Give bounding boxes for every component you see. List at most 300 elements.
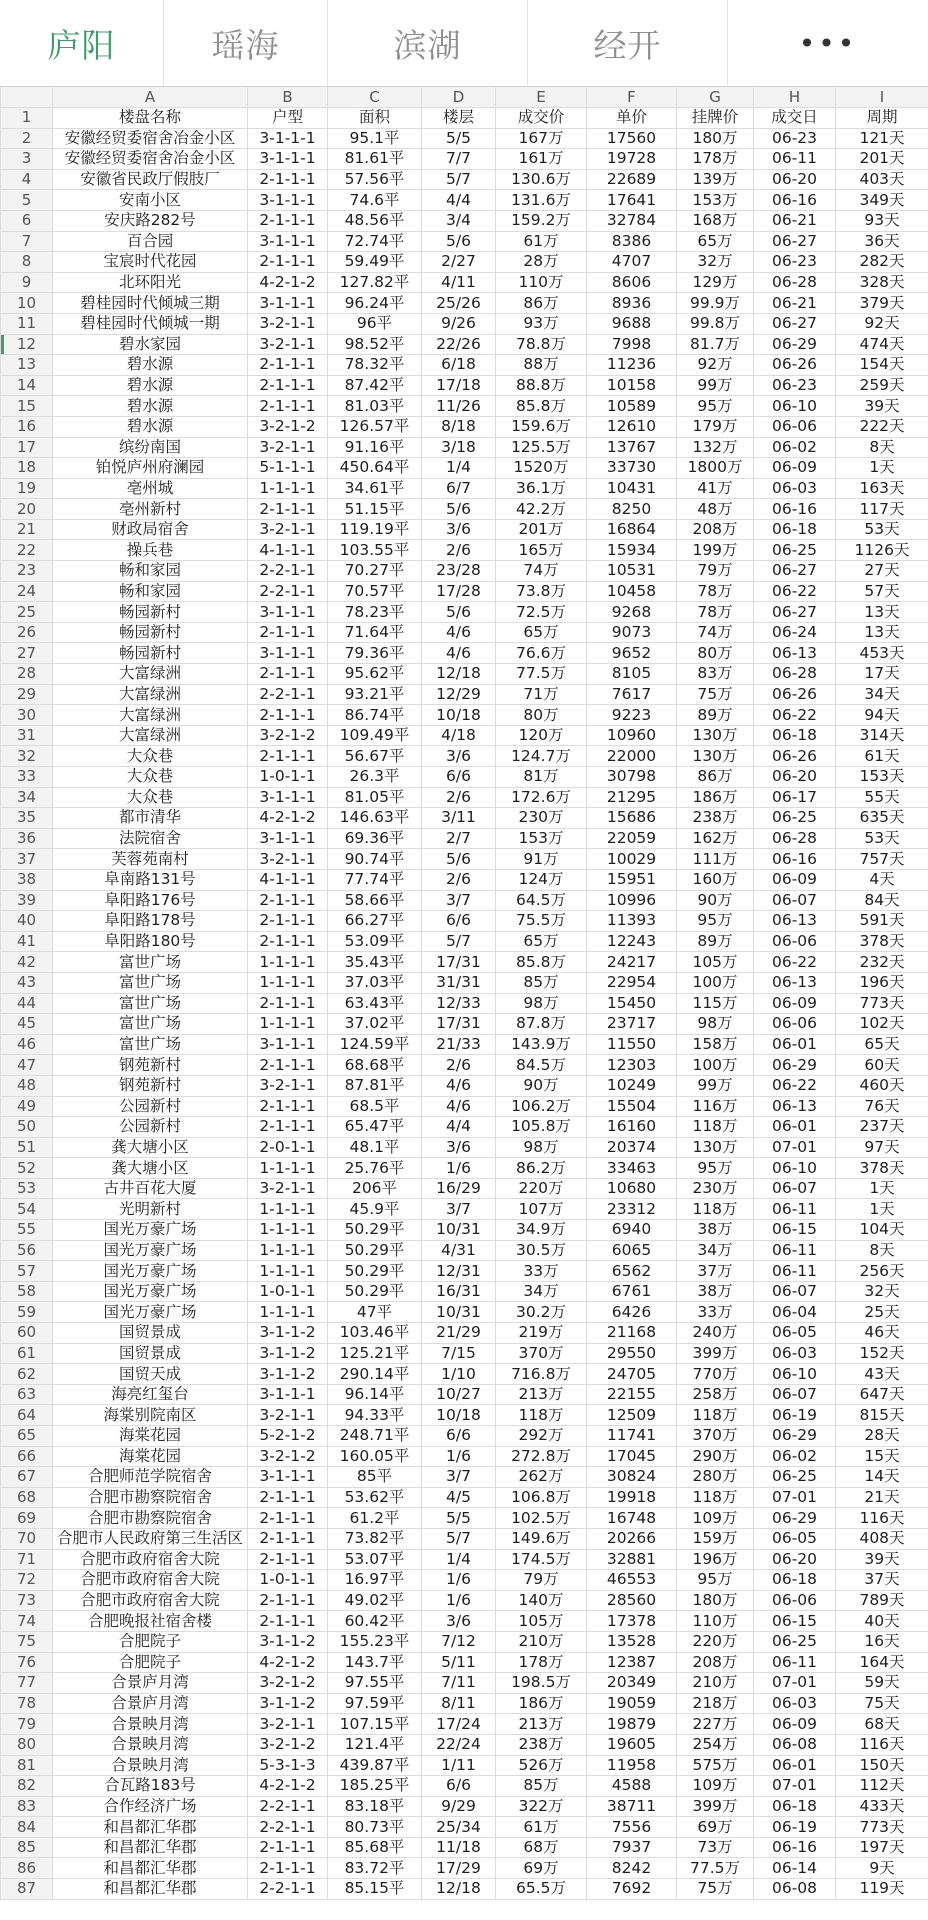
table-cell[interactable]: 3-2-1-1 <box>248 849 328 870</box>
table-cell[interactable]: 合肥市勘察院宿舍 <box>53 1487 248 1508</box>
table-cell[interactable]: 富世广场 <box>53 1014 248 1035</box>
table-cell[interactable]: 93天 <box>836 210 928 231</box>
table-cell[interactable]: 06-22 <box>754 1075 836 1096</box>
table-cell[interactable]: 8/18 <box>422 416 496 437</box>
table-cell[interactable]: 8386 <box>587 231 677 252</box>
table-cell[interactable]: 4588 <box>587 1776 677 1797</box>
table-cell[interactable]: 国光万豪广场 <box>53 1220 248 1241</box>
table-cell[interactable]: 8天 <box>836 1240 928 1261</box>
table-cell[interactable]: 15686 <box>587 808 677 829</box>
table-cell[interactable]: 93万 <box>496 313 587 334</box>
table-cell[interactable]: 10458 <box>587 581 677 602</box>
table-cell[interactable]: 3-1-1-1 <box>248 190 328 211</box>
table-cell[interactable]: 大富绿洲 <box>53 705 248 726</box>
table-cell[interactable]: 91万 <box>496 849 587 870</box>
table-cell[interactable]: 3-2-1-2 <box>248 416 328 437</box>
table-cell[interactable]: 合景映月湾 <box>53 1714 248 1735</box>
table-cell[interactable]: 06-28 <box>754 664 836 685</box>
table-cell[interactable]: 畅园新村 <box>53 602 248 623</box>
table-cell[interactable]: 87.81平 <box>328 1075 422 1096</box>
table-cell[interactable]: 17560 <box>587 128 677 149</box>
table-cell[interactable]: 2-1-1-1 <box>248 1611 328 1632</box>
table-cell[interactable]: 合作经济广场 <box>53 1796 248 1817</box>
table-cell[interactable]: 23312 <box>587 1199 677 1220</box>
table-cell[interactable]: 15天 <box>836 1446 928 1467</box>
table-cell[interactable]: 5/7 <box>422 169 496 190</box>
table-cell[interactable]: 4/6 <box>422 643 496 664</box>
table-cell[interactable]: 290.14平 <box>328 1364 422 1385</box>
table-cell[interactable]: 6562 <box>587 1261 677 1282</box>
table-cell[interactable]: 11393 <box>587 911 677 932</box>
table-cell[interactable]: 4/11 <box>422 272 496 293</box>
table-cell[interactable]: 40天 <box>836 1611 928 1632</box>
header-cell[interactable]: 单价 <box>587 108 677 129</box>
table-cell[interactable]: 89万 <box>677 931 754 952</box>
table-cell[interactable]: 06-28 <box>754 828 836 849</box>
table-cell[interactable]: 06-25 <box>754 808 836 829</box>
table-cell[interactable]: 196万 <box>677 1549 754 1570</box>
row-number[interactable]: 26 <box>1 622 53 643</box>
table-cell[interactable]: 06-26 <box>754 355 836 376</box>
table-cell[interactable]: 古井百花大厦 <box>53 1178 248 1199</box>
table-cell[interactable]: 17045 <box>587 1446 677 1467</box>
table-cell[interactable]: 98万 <box>496 993 587 1014</box>
table-cell[interactable]: 58.66平 <box>328 890 422 911</box>
table-cell[interactable]: 芙蓉苑南村 <box>53 849 248 870</box>
table-cell[interactable]: 98万 <box>677 1014 754 1035</box>
column-header[interactable]: E <box>496 87 587 108</box>
table-cell[interactable]: 16160 <box>587 1117 677 1138</box>
row-number[interactable]: 5 <box>1 190 53 211</box>
table-cell[interactable]: 碧水家园 <box>53 334 248 355</box>
table-cell[interactable]: 22689 <box>587 169 677 190</box>
table-cell[interactable]: 378天 <box>836 931 928 952</box>
table-cell[interactable]: 256天 <box>836 1261 928 1282</box>
table-cell[interactable]: 439.87平 <box>328 1755 422 1776</box>
table-cell[interactable]: 1-0-1-1 <box>248 1281 328 1302</box>
row-number[interactable]: 47 <box>1 1055 53 1076</box>
table-cell[interactable]: 1/10 <box>422 1364 496 1385</box>
table-cell[interactable]: 85.15平 <box>328 1879 422 1900</box>
table-cell[interactable]: 773天 <box>836 993 928 1014</box>
table-cell[interactable]: 21/33 <box>422 1034 496 1055</box>
table-cell[interactable]: 06-22 <box>754 581 836 602</box>
table-cell[interactable]: 铂悦庐州府澜园 <box>53 458 248 479</box>
table-cell[interactable]: 06-29 <box>754 1055 836 1076</box>
table-cell[interactable]: 3-1-1-2 <box>248 1343 328 1364</box>
row-number[interactable]: 80 <box>1 1734 53 1755</box>
row-number[interactable]: 67 <box>1 1467 53 1488</box>
table-cell[interactable]: 16748 <box>587 1508 677 1529</box>
table-cell[interactable]: 46553 <box>587 1570 677 1591</box>
table-cell[interactable]: 78.8万 <box>496 334 587 355</box>
table-cell[interactable]: 65万 <box>677 231 754 252</box>
table-cell[interactable]: 6065 <box>587 1240 677 1261</box>
table-cell[interactable]: 07-01 <box>754 1673 836 1694</box>
table-cell[interactable]: 龚大塘小区 <box>53 1137 248 1158</box>
table-cell[interactable]: 富世广场 <box>53 952 248 973</box>
table-cell[interactable]: 399万 <box>677 1796 754 1817</box>
table-cell[interactable]: 237天 <box>836 1117 928 1138</box>
table-cell[interactable]: 4/5 <box>422 1487 496 1508</box>
table-cell[interactable]: 20349 <box>587 1673 677 1694</box>
table-cell[interactable]: 95万 <box>677 396 754 417</box>
table-cell[interactable]: 75万 <box>677 1879 754 1900</box>
table-cell[interactable]: 282天 <box>836 252 928 273</box>
table-cell[interactable]: 22000 <box>587 746 677 767</box>
row-number[interactable]: 2 <box>1 128 53 149</box>
row-number[interactable]: 21 <box>1 519 53 540</box>
table-cell[interactable]: 12/29 <box>422 684 496 705</box>
table-cell[interactable]: 6/6 <box>422 767 496 788</box>
column-header[interactable]: H <box>754 87 836 108</box>
table-cell[interactable]: 06-06 <box>754 1590 836 1611</box>
table-cell[interactable]: 20266 <box>587 1528 677 1549</box>
table-cell[interactable]: 79万 <box>677 561 754 582</box>
table-cell[interactable]: 06-13 <box>754 911 836 932</box>
table-cell[interactable]: 和昌都汇华郡 <box>53 1858 248 1879</box>
row-number[interactable]: 62 <box>1 1364 53 1385</box>
table-cell[interactable]: 75万 <box>677 684 754 705</box>
table-cell[interactable]: 65万 <box>496 931 587 952</box>
table-cell[interactable]: 合肥市勘察院宿舍 <box>53 1508 248 1529</box>
row-number[interactable]: 60 <box>1 1323 53 1344</box>
table-cell[interactable]: 22/26 <box>422 334 496 355</box>
table-cell[interactable]: 7/11 <box>422 1673 496 1694</box>
table-cell[interactable]: 17/31 <box>422 952 496 973</box>
table-cell[interactable]: 213万 <box>496 1384 587 1405</box>
table-cell[interactable]: 32784 <box>587 210 677 231</box>
table-cell[interactable]: 95万 <box>677 1570 754 1591</box>
table-cell[interactable]: 06-18 <box>754 1570 836 1591</box>
table-cell[interactable]: 碧桂园时代倾城一期 <box>53 313 248 334</box>
table-cell[interactable]: 21天 <box>836 1487 928 1508</box>
table-cell[interactable]: 富世广场 <box>53 993 248 1014</box>
table-cell[interactable]: 2-0-1-1 <box>248 1137 328 1158</box>
table-cell[interactable]: 73.8万 <box>496 581 587 602</box>
table-cell[interactable]: 53天 <box>836 828 928 849</box>
table-cell[interactable]: 法院宿舍 <box>53 828 248 849</box>
table-cell[interactable]: 07-01 <box>754 1776 836 1797</box>
table-cell[interactable]: 37.03平 <box>328 972 422 993</box>
table-cell[interactable]: 80万 <box>496 705 587 726</box>
table-cell[interactable]: 172.6万 <box>496 787 587 808</box>
table-cell[interactable]: 196天 <box>836 972 928 993</box>
table-cell[interactable]: 575万 <box>677 1755 754 1776</box>
table-cell[interactable]: 89万 <box>677 705 754 726</box>
table-cell[interactable]: 118万 <box>496 1405 587 1426</box>
table-cell[interactable]: 9天 <box>836 1858 928 1879</box>
table-cell[interactable]: 116万 <box>677 1096 754 1117</box>
table-cell[interactable]: 5-3-1-3 <box>248 1755 328 1776</box>
table-cell[interactable]: 2-1-1-1 <box>248 1837 328 1858</box>
table-cell[interactable]: 75.5万 <box>496 911 587 932</box>
table-cell[interactable]: 34万 <box>677 1240 754 1261</box>
table-cell[interactable]: 28天 <box>836 1426 928 1447</box>
table-cell[interactable]: 合景庐月湾 <box>53 1693 248 1714</box>
column-header[interactable]: C <box>328 87 422 108</box>
table-cell[interactable]: 6/7 <box>422 478 496 499</box>
table-cell[interactable]: 149.6万 <box>496 1528 587 1549</box>
table-cell[interactable]: 4-2-1-2 <box>248 272 328 293</box>
table-cell[interactable]: 143.9万 <box>496 1034 587 1055</box>
table-cell[interactable]: 453天 <box>836 643 928 664</box>
table-cell[interactable]: 11550 <box>587 1034 677 1055</box>
table-cell[interactable]: 12610 <box>587 416 677 437</box>
table-cell[interactable]: 91.16平 <box>328 437 422 458</box>
table-cell[interactable]: 1-1-1-1 <box>248 1302 328 1323</box>
table-cell[interactable]: 106.8万 <box>496 1487 587 1508</box>
table-cell[interactable]: 6761 <box>587 1281 677 1302</box>
table-cell[interactable]: 3/11 <box>422 808 496 829</box>
table-cell[interactable]: 06-25 <box>754 1467 836 1488</box>
table-cell[interactable]: 70.27平 <box>328 561 422 582</box>
table-cell[interactable]: 7937 <box>587 1837 677 1858</box>
table-cell[interactable]: 109万 <box>677 1776 754 1797</box>
table-cell[interactable]: 25天 <box>836 1302 928 1323</box>
row-number[interactable]: 64 <box>1 1405 53 1426</box>
row-number[interactable]: 18 <box>1 458 53 479</box>
table-cell[interactable]: 16/29 <box>422 1178 496 1199</box>
row-number[interactable]: 22 <box>1 540 53 561</box>
table-cell[interactable]: 79.36平 <box>328 643 422 664</box>
table-cell[interactable]: 合肥晚报社宿舍楼 <box>53 1611 248 1632</box>
row-number[interactable]: 76 <box>1 1652 53 1673</box>
table-cell[interactable]: 安南小区 <box>53 190 248 211</box>
table-cell[interactable]: 104天 <box>836 1220 928 1241</box>
table-cell[interactable]: 10158 <box>587 375 677 396</box>
table-cell[interactable]: 46天 <box>836 1323 928 1344</box>
table-cell[interactable]: 103.55平 <box>328 540 422 561</box>
table-cell[interactable]: 7692 <box>587 1879 677 1900</box>
table-cell[interactable]: 105.8万 <box>496 1117 587 1138</box>
table-cell[interactable]: 2/27 <box>422 252 496 273</box>
table-cell[interactable]: 450.64平 <box>328 458 422 479</box>
table-cell[interactable]: 165万 <box>496 540 587 561</box>
table-cell[interactable]: 操兵巷 <box>53 540 248 561</box>
table-cell[interactable]: 328天 <box>836 272 928 293</box>
table-cell[interactable]: 84天 <box>836 890 928 911</box>
table-cell[interactable]: 6/6 <box>422 1426 496 1447</box>
table-cell[interactable]: 合肥市政府宿舍大院 <box>53 1590 248 1611</box>
table-cell[interactable]: 和昌都汇华郡 <box>53 1817 248 1838</box>
table-cell[interactable]: 64.5万 <box>496 890 587 911</box>
table-cell[interactable]: 9223 <box>587 705 677 726</box>
row-number[interactable]: 56 <box>1 1240 53 1261</box>
table-cell[interactable]: 34.61平 <box>328 478 422 499</box>
header-cell[interactable]: 周期 <box>836 108 928 129</box>
table-cell[interactable]: 93.21平 <box>328 684 422 705</box>
table-cell[interactable]: 都市清华 <box>53 808 248 829</box>
table-cell[interactable]: 合瓦路183号 <box>53 1776 248 1797</box>
table-cell[interactable]: 17/18 <box>422 375 496 396</box>
table-cell[interactable]: 合景庐月湾 <box>53 1673 248 1694</box>
table-cell[interactable]: 06-02 <box>754 437 836 458</box>
table-cell[interactable]: 3/7 <box>422 890 496 911</box>
table-cell[interactable]: 647天 <box>836 1384 928 1405</box>
table-cell[interactable]: 126.57平 <box>328 416 422 437</box>
table-cell[interactable]: 32881 <box>587 1549 677 1570</box>
table-cell[interactable]: 433天 <box>836 1796 928 1817</box>
row-number[interactable]: 40 <box>1 911 53 932</box>
table-cell[interactable]: 74万 <box>677 622 754 643</box>
table-cell[interactable]: 71万 <box>496 684 587 705</box>
table-cell[interactable]: 06-14 <box>754 1858 836 1879</box>
table-cell[interactable]: 11/26 <box>422 396 496 417</box>
table-cell[interactable]: 61万 <box>496 1817 587 1838</box>
table-cell[interactable]: 76.6万 <box>496 643 587 664</box>
table-cell[interactable]: 153万 <box>677 190 754 211</box>
row-number[interactable]: 70 <box>1 1528 53 1549</box>
table-cell[interactable]: 合肥院子 <box>53 1631 248 1652</box>
row-number[interactable]: 30 <box>1 705 53 726</box>
table-cell[interactable]: 17/29 <box>422 1858 496 1879</box>
table-cell[interactable]: 06-06 <box>754 931 836 952</box>
table-cell[interactable]: 164天 <box>836 1652 928 1673</box>
table-cell[interactable]: 36.1万 <box>496 478 587 499</box>
table-cell[interactable]: 3-2-1-1 <box>248 334 328 355</box>
table-cell[interactable]: 65.47平 <box>328 1117 422 1138</box>
row-number[interactable]: 4 <box>1 169 53 190</box>
table-cell[interactable]: 合景映月湾 <box>53 1734 248 1755</box>
table-cell[interactable]: 4/4 <box>422 1117 496 1138</box>
table-cell[interactable]: 83万 <box>677 664 754 685</box>
table-cell[interactable]: 3-2-1-2 <box>248 725 328 746</box>
table-cell[interactable]: 2/7 <box>422 828 496 849</box>
table-cell[interactable]: 1/6 <box>422 1590 496 1611</box>
table-cell[interactable]: 81.7万 <box>677 334 754 355</box>
row-number[interactable]: 41 <box>1 931 53 952</box>
table-cell[interactable]: 100万 <box>677 1055 754 1076</box>
table-cell[interactable]: 1天 <box>836 1199 928 1220</box>
column-header[interactable]: B <box>248 87 328 108</box>
header-cell[interactable]: 成交价 <box>496 108 587 129</box>
table-cell[interactable]: 19059 <box>587 1693 677 1714</box>
table-cell[interactable]: 7/7 <box>422 149 496 170</box>
table-cell[interactable]: 碧水源 <box>53 396 248 417</box>
table-cell[interactable]: 06-16 <box>754 1837 836 1858</box>
table-cell[interactable]: 90.74平 <box>328 849 422 870</box>
table-cell[interactable]: 2/6 <box>422 1055 496 1076</box>
row-number[interactable]: 24 <box>1 581 53 602</box>
table-cell[interactable]: 26.3平 <box>328 767 422 788</box>
table-cell[interactable]: 102.5万 <box>496 1508 587 1529</box>
table-cell[interactable]: 474天 <box>836 334 928 355</box>
table-cell[interactable]: 7617 <box>587 684 677 705</box>
table-cell[interactable]: 2-1-1-1 <box>248 890 328 911</box>
table-cell[interactable]: 290万 <box>677 1446 754 1467</box>
table-cell[interactable]: 1-1-1-1 <box>248 972 328 993</box>
row-number[interactable]: 20 <box>1 499 53 520</box>
table-cell[interactable]: 178万 <box>496 1652 587 1673</box>
table-cell[interactable]: 117天 <box>836 499 928 520</box>
table-cell[interactable]: 6/18 <box>422 355 496 376</box>
table-cell[interactable]: 畅园新村 <box>53 622 248 643</box>
table-cell[interactable]: 国贸景成 <box>53 1343 248 1364</box>
table-cell[interactable]: 4/6 <box>422 1096 496 1117</box>
table-cell[interactable]: 74万 <box>496 561 587 582</box>
table-cell[interactable]: 60.42平 <box>328 1611 422 1632</box>
table-cell[interactable]: 06-07 <box>754 1384 836 1405</box>
row-number[interactable]: 48 <box>1 1075 53 1096</box>
table-cell[interactable]: 111万 <box>677 849 754 870</box>
table-cell[interactable]: 4-2-1-2 <box>248 808 328 829</box>
table-cell[interactable]: 8/11 <box>422 1693 496 1714</box>
table-cell[interactable]: 815天 <box>836 1405 928 1426</box>
table-cell[interactable]: 25.76平 <box>328 1158 422 1179</box>
table-cell[interactable]: 160.05平 <box>328 1446 422 1467</box>
table-cell[interactable]: 159万 <box>677 1528 754 1549</box>
table-cell[interactable]: 钢苑新村 <box>53 1055 248 1076</box>
table-cell[interactable]: 99.9万 <box>677 293 754 314</box>
table-cell[interactable]: 06-29 <box>754 1426 836 1447</box>
table-cell[interactable]: 公园新村 <box>53 1117 248 1138</box>
table-cell[interactable]: 31/31 <box>422 972 496 993</box>
table-cell[interactable]: 27天 <box>836 561 928 582</box>
table-cell[interactable]: 22059 <box>587 828 677 849</box>
spreadsheet[interactable] <box>0 86 928 1900</box>
table-cell[interactable]: 37天 <box>836 1570 928 1591</box>
header-cell[interactable]: 挂牌价 <box>677 108 754 129</box>
table-cell[interactable]: 06-17 <box>754 787 836 808</box>
table-cell[interactable]: 83.72平 <box>328 1858 422 1879</box>
table-cell[interactable]: 76天 <box>836 1096 928 1117</box>
table-cell[interactable]: 阜南路131号 <box>53 869 248 890</box>
table-cell[interactable]: 97.55平 <box>328 1673 422 1694</box>
table-cell[interactable]: 06-05 <box>754 1528 836 1549</box>
row-number[interactable]: 32 <box>1 746 53 767</box>
table-cell[interactable]: 5/6 <box>422 231 496 252</box>
row-number[interactable]: 77 <box>1 1673 53 1694</box>
table-cell[interactable]: 22/24 <box>422 1734 496 1755</box>
tab-luyang[interactable]: 庐阳 <box>0 0 164 86</box>
table-cell[interactable]: 06-25 <box>754 540 836 561</box>
table-cell[interactable]: 69.36平 <box>328 828 422 849</box>
table-cell[interactable]: 4/6 <box>422 622 496 643</box>
table-cell[interactable]: 1126天 <box>836 540 928 561</box>
table-cell[interactable]: 118万 <box>677 1405 754 1426</box>
row-number[interactable]: 86 <box>1 1858 53 1879</box>
table-cell[interactable]: 163天 <box>836 478 928 499</box>
table-cell[interactable]: 22155 <box>587 1384 677 1405</box>
table-cell[interactable]: 06-08 <box>754 1879 836 1900</box>
table-cell[interactable]: 131.6万 <box>496 190 587 211</box>
table-cell[interactable]: 12/31 <box>422 1261 496 1282</box>
table-cell[interactable]: 1800万 <box>677 458 754 479</box>
table-cell[interactable]: 69万 <box>496 1858 587 1879</box>
table-cell[interactable]: 72.74平 <box>328 231 422 252</box>
table-cell[interactable]: 2-1-1-1 <box>248 993 328 1014</box>
row-number[interactable]: 85 <box>1 1837 53 1858</box>
table-cell[interactable]: 208万 <box>677 1652 754 1673</box>
table-cell[interactable]: 57天 <box>836 581 928 602</box>
table-cell[interactable]: 06-03 <box>754 1343 836 1364</box>
table-cell[interactable]: 86.74平 <box>328 705 422 726</box>
table-cell[interactable]: 06-29 <box>754 334 836 355</box>
table-cell[interactable]: 6426 <box>587 1302 677 1323</box>
table-cell[interactable]: 06-06 <box>754 1014 836 1035</box>
row-number[interactable]: 83 <box>1 1796 53 1817</box>
column-header[interactable]: D <box>422 87 496 108</box>
table-cell[interactable]: 3-2-1-1 <box>248 437 328 458</box>
table-cell[interactable]: 06-18 <box>754 519 836 540</box>
table-cell[interactable]: 1520万 <box>496 458 587 479</box>
table-cell[interactable]: 国光万豪广场 <box>53 1302 248 1323</box>
table-cell[interactable]: 06-27 <box>754 313 836 334</box>
table-cell[interactable]: 06-10 <box>754 396 836 417</box>
row-number[interactable]: 51 <box>1 1137 53 1158</box>
table-cell[interactable]: 773天 <box>836 1817 928 1838</box>
